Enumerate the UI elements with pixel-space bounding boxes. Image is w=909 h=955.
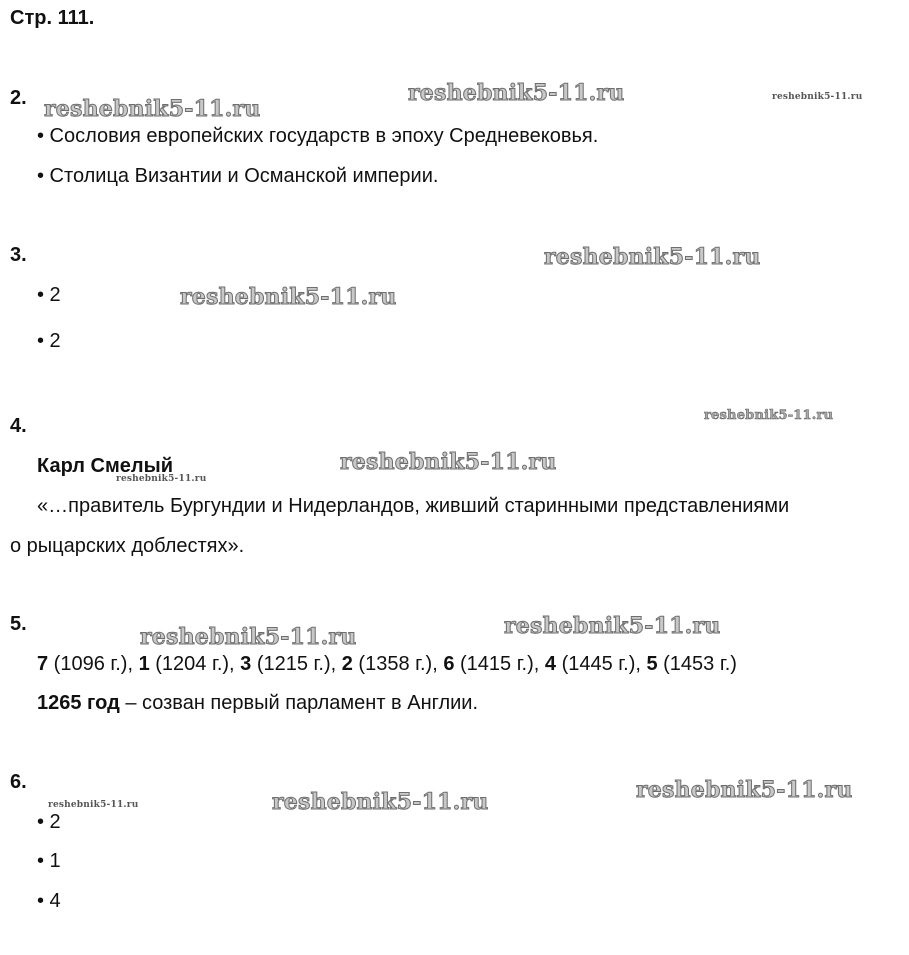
watermark: reshebnik5-11.ru	[140, 624, 357, 650]
fact-text: – созван первый парламент в Англии.	[119, 692, 479, 714]
sequence-year: (1445 г.),	[556, 653, 647, 675]
sequence-year: (1358 г.),	[352, 653, 444, 675]
question-6-item-2: • 1	[37, 850, 61, 872]
question-4-quote-line-1: «…правитель Бургундии и Нидерландов, живший старинными представлениями	[37, 495, 790, 517]
sequence-number: 3	[240, 653, 252, 675]
question-2-item-1: • Сословия европейских государств в эпоху Средневековья.	[37, 125, 599, 147]
watermark: reshebnik5-11.ru	[116, 474, 207, 484]
question-6-item-3: • 4	[37, 890, 61, 912]
watermark: reshebnik5-11.ru	[272, 789, 489, 815]
question-6-number: 6.	[10, 771, 27, 793]
sequence-year: (1453 г.)	[657, 653, 737, 675]
question-5-number: 5.	[10, 613, 27, 635]
question-3-item-1: • 2	[37, 284, 61, 306]
watermark: reshebnik5-11.ru	[544, 244, 761, 270]
watermark: reshebnik5-11.ru	[704, 408, 834, 423]
fact-year: 1265 год	[37, 692, 120, 714]
question-2-number: 2.	[10, 87, 27, 109]
watermark: reshebnik5-11.ru	[44, 96, 261, 122]
sequence-number: 7	[37, 653, 49, 675]
sequence-number: 5	[646, 653, 658, 675]
sequence-number: 2	[341, 653, 353, 675]
sequence-year: (1096 г.),	[48, 653, 139, 675]
sequence-number: 4	[544, 653, 557, 675]
watermark: reshebnik5-11.ru	[340, 449, 557, 475]
question-4-quote-line-2: о рыцарских доблестях».	[10, 535, 245, 557]
watermark: reshebnik5-11.ru	[48, 800, 139, 810]
question-3-number: 3.	[10, 244, 27, 266]
question-3-item-2: • 2	[37, 330, 61, 352]
watermark: reshebnik5-11.ru	[636, 777, 853, 803]
watermark: reshebnik5-11.ru	[504, 613, 721, 639]
page-title: Стр. 111.	[10, 7, 95, 29]
watermark: reshebnik5-11.ru	[180, 284, 397, 310]
sequence-year: (1415 г.),	[454, 653, 545, 675]
sequence-number: 1	[138, 653, 150, 675]
watermark: reshebnik5-11.ru	[772, 92, 863, 102]
question-5-fact	[37, 691, 478, 715]
sequence-number: 6	[443, 653, 455, 675]
question-4-name: Карл Смелый	[37, 455, 173, 477]
question-6-item-1: • 2	[37, 811, 61, 833]
watermark: reshebnik5-11.ru	[408, 80, 625, 106]
question-2-item-2: • Столица Византии и Османской империи.	[37, 165, 439, 187]
question-4-number: 4.	[10, 415, 27, 437]
sequence-year: (1204 г.),	[149, 653, 241, 675]
sequence-year: (1215 г.),	[251, 653, 342, 675]
question-5-sequence	[37, 652, 737, 676]
